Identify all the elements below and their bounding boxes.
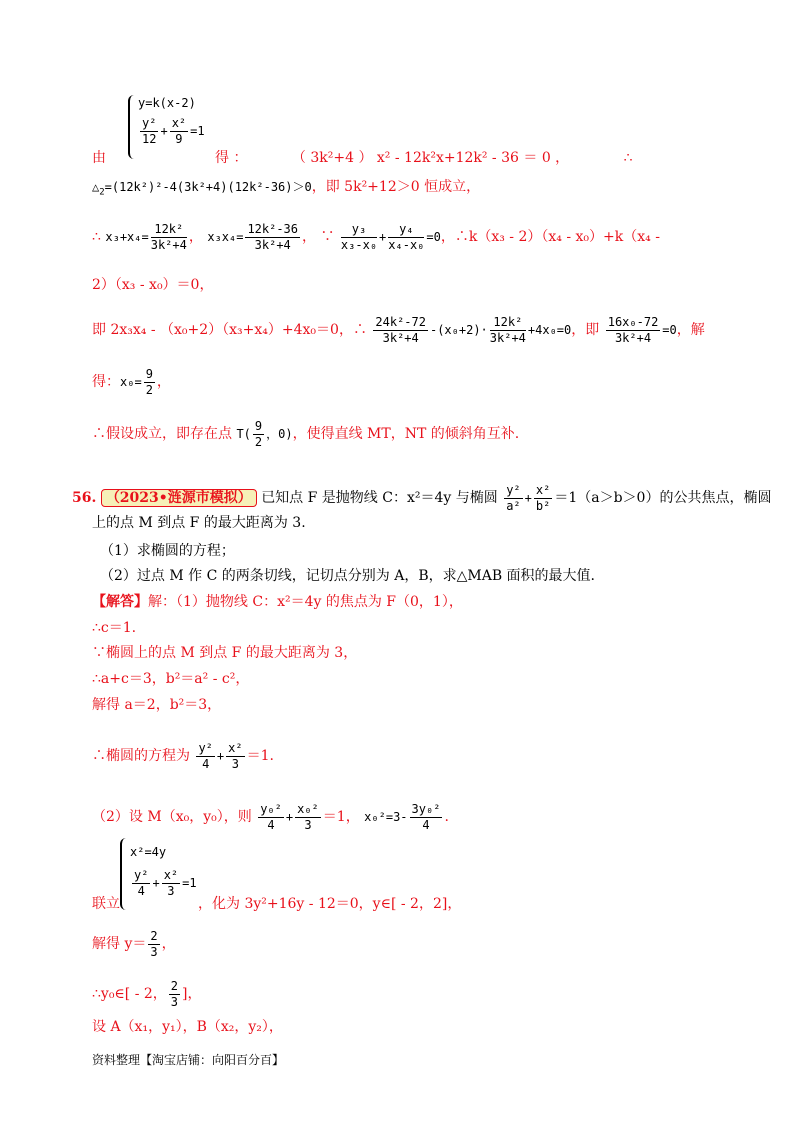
line-4: 2）（x₃ - x₀）＝0， xyxy=(92,277,214,293)
text: . xyxy=(444,809,449,825)
frac-den: 3k²+4 xyxy=(489,330,526,345)
math-expr: =(12k²)²-4(3k²+4)(12k²-36)＞0 xyxy=(104,180,312,194)
frac-den: 3 xyxy=(170,994,179,1009)
frac-num: 9 xyxy=(145,366,153,381)
answer-9 xyxy=(92,922,176,966)
fraction xyxy=(148,929,159,960)
equation-system-brace xyxy=(128,95,136,159)
math-expr: x₃+x₄= xyxy=(105,230,149,244)
text: 得 ： xyxy=(215,150,248,166)
text: ＝1， xyxy=(322,809,360,825)
frac-den: 3 xyxy=(150,944,158,959)
answer-3: ∵椭圆上的点 M 到点 F 的最大距离为 3， xyxy=(92,645,358,661)
answer-10 xyxy=(92,972,202,1016)
answer-tag: 【解答】 xyxy=(92,594,148,610)
frac-den: a² xyxy=(506,498,521,513)
answer-6 xyxy=(92,736,274,776)
math-expr: x₃x₄= xyxy=(207,230,244,244)
frac-den: 3k²+4 xyxy=(614,330,652,345)
frac-num: x² xyxy=(171,116,187,130)
frac-num: y₄ xyxy=(388,222,424,238)
fraction xyxy=(341,222,377,253)
fraction xyxy=(253,419,264,450)
text: ， xyxy=(161,936,176,952)
frac-num: y₃ xyxy=(341,222,377,238)
text: ∴椭圆的方程为 xyxy=(92,748,190,764)
math-expr: -(x₀+2)· xyxy=(429,323,488,337)
math-expr: x₀²=3- xyxy=(364,810,408,824)
text: ＝1（a＞b＞0）的公共焦点，椭圆 xyxy=(554,490,772,506)
fraction xyxy=(144,367,155,398)
frac-den: 3k²+4 xyxy=(254,237,291,252)
text: 解：（1）抛物线 C：x²＝4y 的焦点为 F（0，1）， xyxy=(148,594,463,610)
frac-num: y² xyxy=(134,868,149,882)
delta-symbol: $\triangle_2$ xyxy=(92,180,105,198)
question-2: （2）过点 M 作 C 的两条切线，记切点分别为 A，B，求△MAB 面积的最大值. xyxy=(100,568,596,584)
system-line-1: y=k(x-2) xyxy=(138,96,196,110)
problem-number: 56. xyxy=(72,490,97,506)
line-1 xyxy=(215,148,725,168)
frac-num: y² xyxy=(198,740,213,755)
line-2 xyxy=(92,177,480,202)
math-expr: =0 xyxy=(426,230,441,244)
frac-num: 12k² xyxy=(151,222,187,238)
frac-den: x₃-x₀ xyxy=(340,237,378,252)
answer-8-label: 联立 xyxy=(92,896,120,912)
frac-num: 12k² xyxy=(490,315,526,331)
fraction xyxy=(169,979,180,1010)
math-expr: x₀= xyxy=(120,375,142,389)
fraction xyxy=(151,222,187,253)
line-3: ∴ x₃+x₄= $\frac{\text{12k²}}{\text{3k²+4}}$ ， x₃x₄= $\frac{\text{12k²-36}}{\text{3k²+4}}$ ， ∵ $\frac{\text{y₃}}{\text{x₃-x₀}}$ + $\frac{\text{y₄}}{\text{x₄-x₀}}$ =0，∴k（x₃ - 2）（x₄ - x₀）+k（x₄ - xyxy=(92,221,660,252)
text: 即 2x₃x₄ - （x₀+2）（x₃+x₄）+4x₀＝0，∴ xyxy=(92,322,367,338)
line-1-you xyxy=(92,148,106,168)
system-line-2: $\frac{\text{y²}}{12}$ + $\frac{\text{x²}}{9}$ =1 xyxy=(142,116,205,146)
frac-num: 2 xyxy=(150,928,158,943)
source-badge: （2023•涟源市模拟） xyxy=(101,489,257,507)
text: ∴y₀∈[ - 2， xyxy=(92,986,167,1002)
text: ∴假设成立，即存在点 xyxy=(92,426,232,442)
frac-den: 2 xyxy=(145,382,153,397)
frac-num: x₀² xyxy=(297,801,319,816)
text: 解得 y＝ xyxy=(92,936,147,952)
text: ，即 5k²+12＞0 恒成立， xyxy=(311,179,481,195)
line-5 xyxy=(92,310,705,350)
problem-header xyxy=(72,478,771,518)
frac-num: 24k²-72 xyxy=(375,314,426,329)
text: ，解 xyxy=(676,322,705,338)
answer-8: ，化为 3y²+16y - 12＝0，y∈[ - 2，2]， xyxy=(198,896,462,912)
text: ∵ xyxy=(320,229,335,245)
problem-text-2: 上的点 M 到点 F 的最大距离为 3. xyxy=(92,515,306,531)
frac-den: 3 xyxy=(231,756,239,771)
eq-sign: =1 xyxy=(190,124,205,138)
fraction xyxy=(410,802,443,833)
frac-den: 2 xyxy=(254,434,263,449)
text: △ xyxy=(92,180,100,194)
line-7 xyxy=(92,414,519,454)
fraction xyxy=(504,483,522,514)
frac-num: 2 xyxy=(170,978,179,993)
frac-den: 4 xyxy=(267,817,275,832)
text: ]， xyxy=(182,986,202,1002)
fraction xyxy=(196,741,214,772)
system2-line-1: x²=4y xyxy=(130,845,167,859)
frac-num: 12k²-36 xyxy=(247,221,299,236)
text: ∴ xyxy=(92,229,101,245)
frac-den: 3 xyxy=(167,884,175,898)
answer-1 xyxy=(92,592,463,612)
math-expr: T( xyxy=(236,427,251,441)
question-1: （1）求椭圆的方程； xyxy=(100,543,235,559)
text: 得： xyxy=(92,374,120,390)
footer-note: 资料整理【淘宝店铺：向阳百分百】 xyxy=(92,1053,285,1067)
system2-line-2: $\frac{\text{y²}}{4}$ + $\frac{\text{x²}}{3}$ =1 xyxy=(134,868,197,898)
frac-num: y₀² xyxy=(260,801,282,816)
answer-2: ∴c＝1. xyxy=(92,620,137,636)
line-6: 得：x₀= $\frac{9}{2}$ ， xyxy=(92,366,171,397)
frac-num: y² xyxy=(142,116,157,130)
answer-5: 解得 a＝2，b²＝3， xyxy=(92,697,222,713)
frac-den: 3 xyxy=(304,817,312,832)
answer-4: ∴a+c＝3，b²＝a² - c²， xyxy=(92,671,250,687)
frac-num: 16x₀-72 xyxy=(607,314,659,329)
fraction xyxy=(606,315,661,346)
fraction xyxy=(534,483,552,514)
fraction xyxy=(295,802,321,833)
fraction xyxy=(373,315,428,346)
math-expr: +4x₀=0 xyxy=(527,323,572,337)
frac-den: 9 xyxy=(175,132,183,146)
frac-den: x₄-x₀ xyxy=(388,237,425,252)
eq-sign: =1 xyxy=(182,876,197,890)
text: ，即 xyxy=(571,322,600,338)
text: 由 xyxy=(92,150,106,166)
frac-den: 4 xyxy=(137,884,145,898)
frac-den: b² xyxy=(535,498,551,513)
fraction xyxy=(490,315,526,346)
frac-num: x² xyxy=(228,740,243,755)
equation-system-brace xyxy=(120,838,128,910)
answer-7 xyxy=(92,795,449,839)
plus: + xyxy=(216,749,225,763)
text: （2）设 M（x₀，y₀），则 xyxy=(92,809,252,825)
fraction xyxy=(226,741,244,772)
math-expr: =0 xyxy=(662,323,677,337)
frac-den: 3k²+4 xyxy=(382,330,419,345)
frac-den: 12 xyxy=(142,132,157,146)
fraction xyxy=(388,222,424,253)
answer-11: 设 A（x₁，y₁），B（x₂，y₂）， xyxy=(92,1019,283,1035)
fraction xyxy=(258,802,284,833)
plus: + xyxy=(524,491,532,505)
text: ，使得直线 MT，NT 的倾斜角互补. xyxy=(292,426,520,442)
fraction xyxy=(245,222,300,253)
math-expr: ，0) xyxy=(266,427,293,441)
text: 已知点 F 是抛物线 C：x²＝4y 与椭圆 xyxy=(261,490,498,506)
frac-num: x² xyxy=(535,482,551,497)
frac-num: 9 xyxy=(254,418,263,433)
frac-den: 3k²+4 xyxy=(150,237,187,252)
text: （ 3k²+4 ） x² - 12k²x+12k² - 36 ＝ 0 ， xyxy=(291,150,570,166)
plus: + xyxy=(379,230,387,244)
frac-den: 4 xyxy=(202,756,210,771)
text: ＝1. xyxy=(246,748,274,764)
frac-den: 4 xyxy=(422,817,430,832)
frac-num: 3y₀² xyxy=(411,801,441,816)
frac-num: x² xyxy=(163,868,179,882)
plus: + xyxy=(285,810,294,824)
text: ，∴k（x₃ - 2）（x₄ - x₀）+k（x₄ - xyxy=(440,229,660,245)
text: ∴ xyxy=(623,150,633,166)
frac-num: y² xyxy=(506,482,521,497)
